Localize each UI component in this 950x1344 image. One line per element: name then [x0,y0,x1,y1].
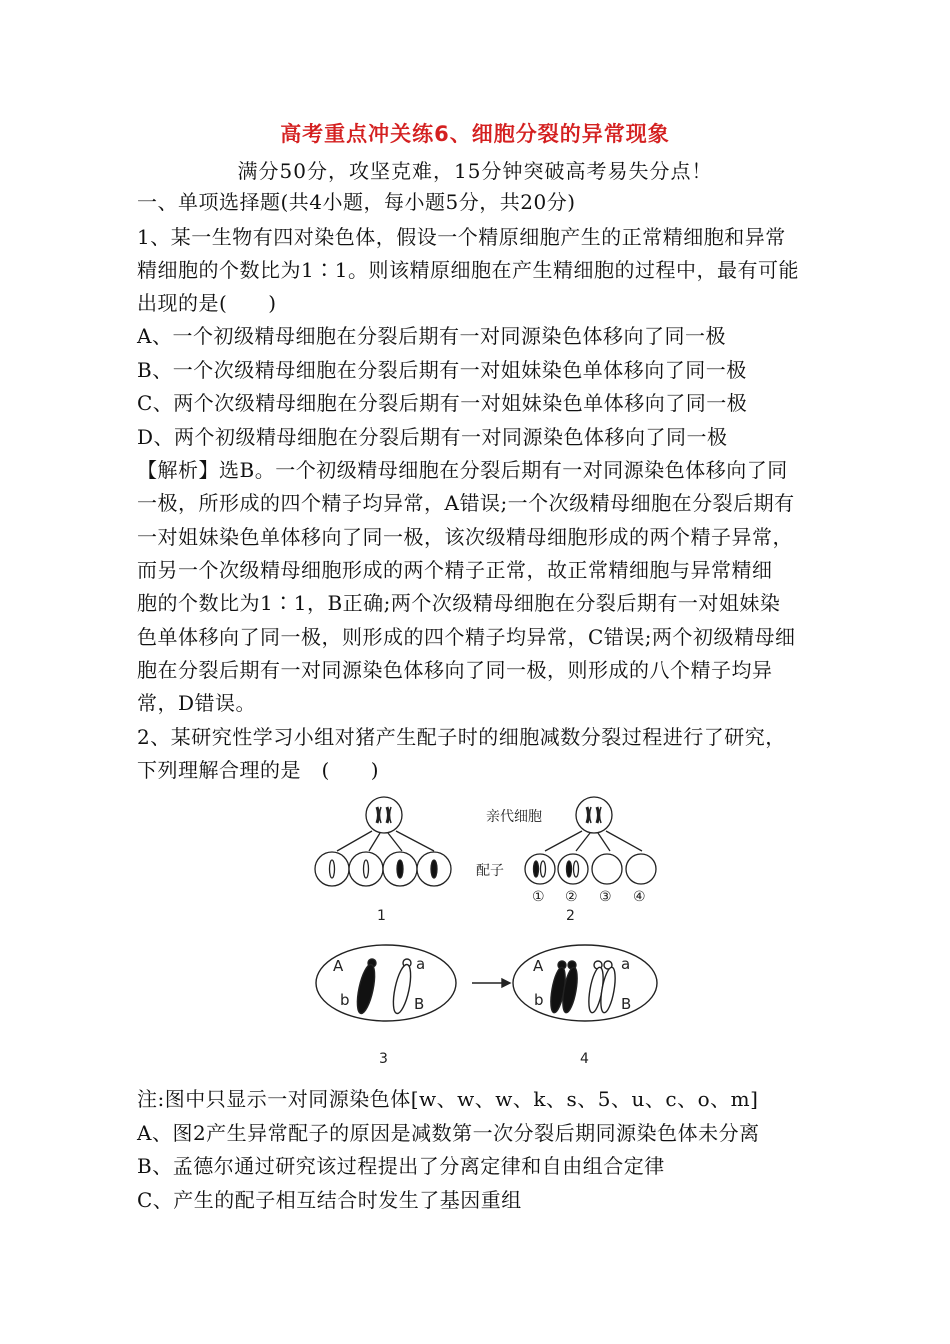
allele-label: B [621,995,632,1013]
q1-analysis-line: 胞的个数比为1∶1，B正确;两个次级精母细胞在分裂后期有一对姐妹染 [137,591,781,615]
panel-label: 1 [377,908,386,924]
allele-label: a [416,955,426,973]
panel-label: 3 [379,1051,388,1067]
arrow-icon [472,979,510,987]
section-heading: 一、单项选择题(共4小题，每小题5分，共20分) [137,190,576,214]
q1-stem-line: 出现的是( ) [137,291,277,315]
gamete-number: ① [532,889,545,905]
panel-1 [315,797,451,886]
q1-analysis-line: 胞在分裂后期有一对同源染色体移向了同一极，则形成的八个精子均异 [137,658,773,682]
q1-analysis-line: 【解析】选B。一个初级精母细胞在分裂后期有一对同源染色体移向了同 [137,458,788,482]
q1-analysis-line: 一极，所形成的四个精子均异常，A错误;一个次级精母细胞在分裂后期有 [137,491,795,515]
allele-label: a [621,955,631,973]
gamete-number: ③ [599,889,612,905]
q2-stem-line: 2、某研究性学习小组对猪产生配子时的细胞减数分裂过程进行了研究， [137,725,786,749]
q1-stem-line: 精细胞的个数比为1∶1。则该精原细胞在产生精细胞的过程中，最有可能 [137,258,799,282]
q2-note: 注:图中只显示一对同源染色体[w、w、w、k、s、5、u、c、o、m] [137,1087,759,1111]
q2-stem-line: 下列理解合理的是 ( ) [137,758,380,782]
page-subtitle: 满分50分，攻坚克难，15分钟突破高考易失分点！ [237,159,713,183]
allele-label: B [414,995,425,1013]
q1-stem-line: 1、某一生物有四对染色体，假设一个精原细胞产生的正常精细胞和异常 [137,225,786,249]
gamete-number: ④ [633,889,646,905]
q1-option-c: C、两个次级精母细胞在分裂后期有一对姐妹染色单体移向了同一极 [137,391,748,415]
q1-option-b: B、一个次级精母细胞在分裂后期有一对姐妹染色单体移向了同一极 [137,358,747,382]
q1-option-d: D、两个初级精母细胞在分裂后期有一对同源染色体移向了同一极 [137,425,728,449]
allele-label: b [534,991,544,1009]
q1-analysis-line: 色单体移向了同一极，则形成的四个精子均异常，C错误;两个初级精母细 [137,625,796,649]
gamete-number: ② [565,889,578,905]
label-gamete: 配子 [476,863,504,879]
page-title: 高考重点冲关练6、细胞分裂的异常现象 [280,122,670,146]
allele-label: A [533,957,544,975]
parent-cell-1 [366,797,402,833]
q1-analysis-line: 常，D错误。 [137,691,257,715]
q1-option-a: A、一个初级精母细胞在分裂后期有一对同源染色体移向了同一极 [137,324,726,348]
q1-analysis-line: 而另一个次级精母细胞形成的两个精子正常，故正常精细胞与异常精细 [137,558,773,582]
meiosis-figure [300,793,680,1083]
gamete-cell [626,854,656,884]
gamete-cell [349,852,383,886]
allele-label: A [333,957,344,975]
q2-option-c: C、产生的配子相互结合时发生了基因重组 [137,1188,522,1212]
parent-cell-2 [576,797,612,833]
q1-analysis-line: 一对姐妹染色单体移向了同一极，该次级精母细胞形成的两个精子异常， [137,525,793,549]
gamete-cell [592,854,622,884]
q2-option-b: B、孟德尔通过研究该过程提出了分离定律和自由组合定律 [137,1154,665,1178]
panel-label: 2 [566,908,575,924]
panel-label: 4 [580,1051,589,1067]
q2-option-a: A、图2产生异常配子的原因是减数第一次分裂后期同源染色体未分离 [137,1121,760,1145]
label-parent-cell: 亲代细胞 [486,809,542,825]
gamete-cell [315,852,349,886]
panel-2 [525,797,656,884]
allele-label: b [340,991,350,1009]
